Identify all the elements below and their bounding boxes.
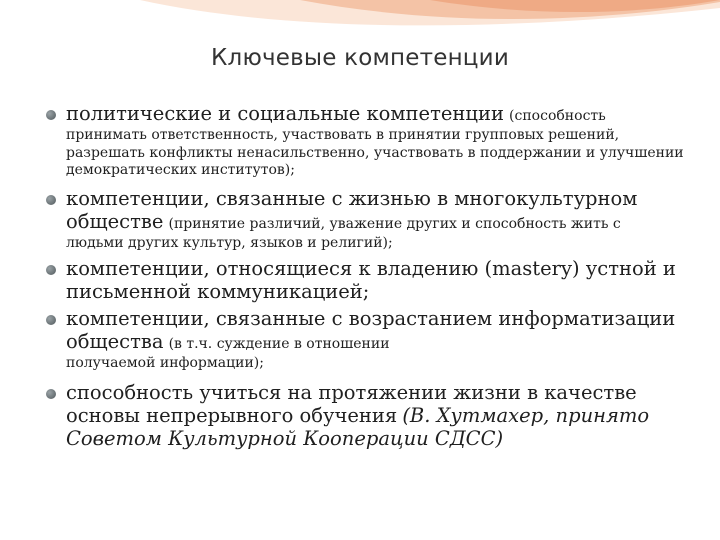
bullet-main-text: политические и социальные компетенции (66, 102, 504, 125)
bullet-main-text: компетенции, относящиеся к владению (mastery) устной и письменной коммуникацией; (66, 257, 676, 303)
bullet-list (46, 103, 696, 457)
bullet-item (46, 258, 696, 304)
bullet-detail-block: получаемой информации); (66, 355, 264, 371)
bullet-detail-block: принимать ответственность, участвовать в принятии групповых решений, разрешать конфликты ненасильственно, участвовать в поддержании и улучшении демократических институтов); (66, 127, 684, 178)
bullet-detail-inline: (в т.ч. суждение в отношении (168, 336, 390, 352)
bullet-main-text: компетенции, связанные с возрастанием информатизации общества (66, 307, 676, 353)
bullet-dot-icon (46, 265, 56, 275)
bullet-citation: (В. Хутмахер, принято Советом Культурной Кооперации СДСС) (66, 403, 650, 450)
bullet-detail-block: людьми других культур, языков и религий); (66, 234, 393, 251)
bullet-dot-icon (46, 315, 56, 325)
bullet-dot-icon (46, 389, 56, 399)
bullet-item (46, 308, 696, 373)
bullet-item (46, 188, 696, 253)
bullet-item (46, 103, 696, 180)
bullet-main-text: компетенции, связанные с жизнью в многокультурном обществе (66, 186, 638, 233)
bullet-main-text: способность учиться на протяжении жизни в качестве основы непрерывного обучения (66, 380, 637, 427)
bullet-detail-inline: (принятие различий, уважение других и способность жить с (168, 215, 621, 232)
bullet-dot-icon (46, 195, 56, 205)
bullet-dot-icon (46, 110, 56, 120)
bullet-detail-inline: (способность (509, 108, 606, 124)
slide-title: Ключевые компетенции (211, 45, 509, 71)
bullet-item (46, 382, 696, 451)
